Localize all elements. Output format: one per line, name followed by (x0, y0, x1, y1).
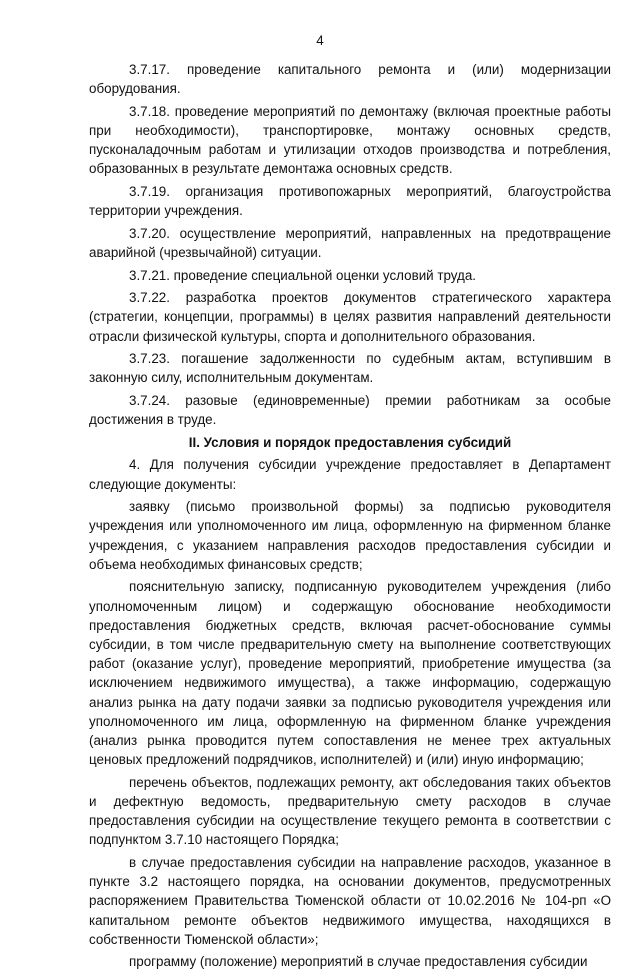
page-number: 4 (316, 33, 324, 48)
section-heading: II. Условия и порядок предоставления субсидий (188, 434, 512, 450)
document-item-explanatory-note: пояснительную записку, подписанную руководителем учреждения (либо уполномоченным лицом) и содержащую обоснование необходимости предоставления бюджетных средств, включая расчет-обоснование суммы субсидии, в том числе предварительную смету на выполнение соответствующих работ (оказание услуг), проведение мероприятий, приобретение имущества (за исключением недвижимого имущества), а также информацию, содержащую анализ рынка на дату подачи заявки за подписью руководителя учреждения или уполномоченного им лица, оформленную на фирменном бланке учреждения (анализ рынка проводится путем сопоставления не менее трех актуальных ценовых предложений подрядчиков, исполнителей) и (или) иную информацию; (89, 579, 611, 768)
clause-3-7-17: 3.7.17. проведение капитального ремонта и (или) модернизации оборудования. (89, 62, 611, 97)
document-item-program: программу (положение) мероприятий в случае предоставления субсидии (129, 954, 588, 970)
document-body (89, 60, 611, 975)
clause-3-7-19: 3.7.19. организация противопожарных мероприятий, благоустройства территории учреждения. (89, 184, 611, 219)
clause-3-7-20: 3.7.20. осуществление мероприятий, направленных на предотвращение аварийной (чрезвычайной) ситуации. (89, 225, 611, 260)
clause-3-7-23: 3.7.23. погашение задолженности по судебным актам, вступившим в законную силу, исполнительным документам. (89, 351, 611, 386)
document-item-capital-repair: в случае предоставления субсидии на направление расходов, указанное в пункте 3.2 настоящего порядка, на основании документов, предусмотренных распоряжением Правительства Тюменской области от 10.02.2016 № 104-рп «О капитальном ремонте объектов недвижимого имущества, находящихся в собственности Тюменской области»; (89, 855, 611, 947)
clause-3-7-22: 3.7.22. разработка проектов документов стратегического характера (стратегии, концепции, программы) в целях развития направлений деятельности отрасли физической культуры, спорта и дополнительного образования. (89, 290, 611, 344)
clause-3-7-21: 3.7.21. проведение специальной оценки условий труда. (129, 267, 477, 283)
clause-3-7-18: 3.7.18. проведение мероприятий по демонтажу (включая проектные работы при необходимости), транспортировке, монтажу основных средств, пусконаладочным работам и утилизации отходов производства и потребления, образованных в результате демонтажа основных средств. (89, 103, 611, 177)
document-item-repair-list: перечень объектов, подлежащих ремонту, акт обследования таких объектов и дефектную ведомость, предварительную смету расходов в случае предоставления субсидии на осуществление текущего ремонта в соответствии с подпунктом 3.7.10 настоящего Порядка; (89, 774, 611, 848)
clause-3-7-24: 3.7.24. разовые (единовременные) премии работникам за особые достижения в труде. (89, 392, 611, 428)
clause-4: 4. Для получения субсидии учреждение предоставляет в Департамент следующие документы: (89, 457, 611, 492)
document-item-application: заявку (письмо произвольной формы) за подписью руководителя учреждения или уполномоченного им лица, оформленную на фирменном бланке учреждения, с указанием направления расходов предоставления субсидии и объема необходимых финансовых средств; (89, 499, 611, 572)
